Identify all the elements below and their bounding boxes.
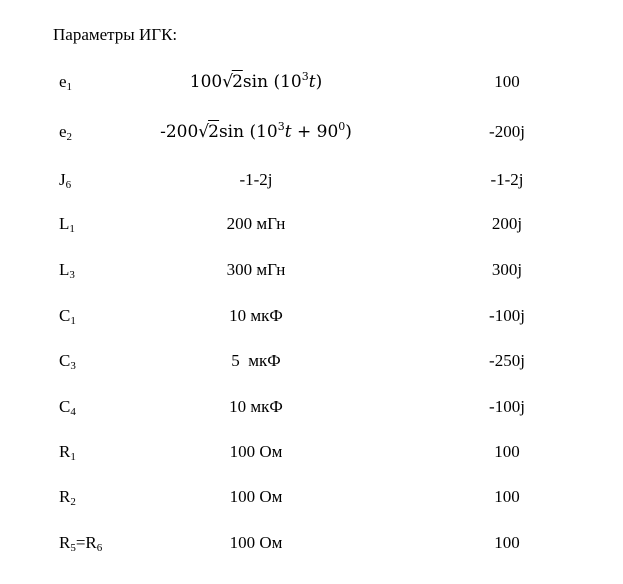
param-name: $e_2$ (59, 122, 73, 143)
param-nominal: 200 мГн (226, 214, 286, 233)
param-value: 300j (491, 260, 523, 279)
param-name: $e_1$ (59, 72, 73, 93)
param-value: 200j (491, 214, 523, 233)
param-value: -100j (489, 397, 525, 416)
param-nominal: 100 Ом (229, 442, 283, 461)
param-row-l3 (0, 259, 623, 281)
param-row-j6 (0, 169, 623, 191)
param-name: $J_6$ (59, 170, 72, 191)
param-nominal: 100 Ом (229, 533, 283, 552)
param-nominal: 10 мкФ (229, 397, 283, 416)
param-value: -1-2j (490, 170, 524, 189)
param-value: 100 (494, 442, 520, 461)
param-nominal: 300 мГн (226, 260, 286, 279)
param-name: $C_4$ (59, 397, 76, 418)
param-name: $R_5=R_6$ (59, 533, 103, 554)
param-row-c1 (0, 305, 623, 327)
param-row-r5-r6 (0, 532, 623, 554)
param-row-r2 (0, 486, 623, 508)
page-title: Параметры ИГК: (53, 25, 178, 44)
param-nominal: 10 мкФ (229, 306, 283, 325)
param-value: 100 (494, 72, 520, 91)
param-row-r1 (0, 441, 623, 463)
param-name: $L_1$ (59, 214, 75, 235)
param-value: -200j (489, 122, 525, 141)
sqrt-sign: √2 (222, 72, 243, 92)
param-row-e1 (0, 71, 623, 93)
param-name: $R_2$ (59, 487, 76, 508)
param-formula: -200√2sin $(10^3t + 90^0)$ (160, 120, 352, 142)
param-nominal: 5 мкФ (231, 351, 281, 370)
param-name: $C_3$ (59, 351, 76, 372)
param-name: $R_1$ (59, 442, 76, 463)
sqrt-sign: √2 (198, 122, 219, 142)
param-value: 100 (494, 487, 520, 506)
param-row-e2 (0, 121, 623, 143)
param-name: $C_1$ (59, 306, 76, 327)
param-value: -250j (489, 351, 525, 370)
param-name: $L_3$ (59, 260, 75, 281)
param-formula: 100√2sin $(10^3t)$ (189, 70, 323, 92)
param-nominal: 100 Ом (229, 487, 283, 506)
param-value: -100j (489, 306, 525, 325)
param-nominal: -1-2j (239, 170, 273, 189)
param-value: 100 (494, 533, 520, 552)
param-row-c3 (0, 350, 623, 372)
param-row-l1 (0, 213, 623, 235)
param-row-c4 (0, 396, 623, 418)
